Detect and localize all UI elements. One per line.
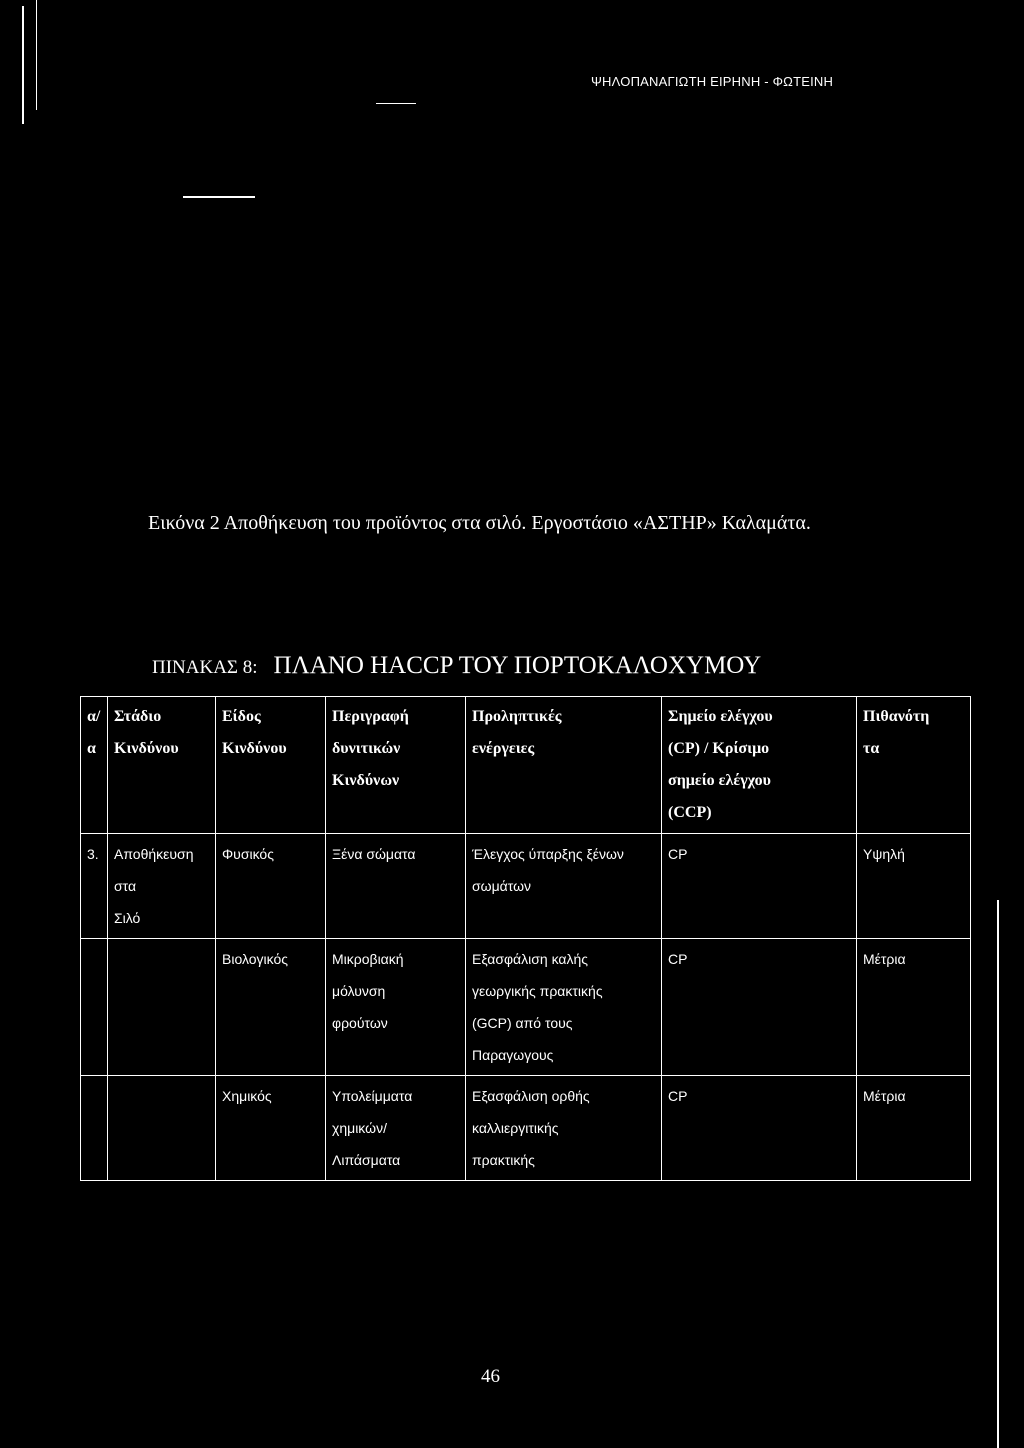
cell-preventive-actions: Εξασφάλιση καλής γεωργικής πρακτικής (GCP) από τους Παραγωγους [466, 939, 662, 1076]
header-control-point: Σημείο ελέγχου (CP) / Κρίσιμο σημείο ελέγχου (CCP) [662, 697, 857, 834]
cell-preventive-actions: Εξασφάλιση ορθής καλλιεργιτικής πρακτικής [466, 1076, 662, 1181]
header-preventive-actions: Προληπτικές ενέργειες [466, 697, 662, 834]
header-hazard-description: Περιγραφή δυνιτικών Κινδύνων [326, 697, 466, 834]
cell-control-point: CP [662, 939, 857, 1076]
cell-control-point: CP [662, 834, 857, 939]
cell-hazard-description: Υπολείμματα χημικών/ Λιπάσματα [326, 1076, 466, 1181]
cell-aa [81, 939, 108, 1076]
header-hazard-type: Είδος Κινδύνου [216, 697, 326, 834]
left-edge-line-1 [22, 6, 24, 124]
table-row [81, 1076, 971, 1181]
haccp-table [80, 696, 971, 1181]
cell-stage [108, 939, 216, 1076]
cell-probability: Μέτρια [857, 939, 971, 1076]
table-row [81, 939, 971, 1076]
cell-hazard-description: Μικροβιακή μόλυνση φρούτων [326, 939, 466, 1076]
table-header-row [81, 697, 971, 834]
figure-caption: Εικόνα 2 Αποθήκευση του προϊόντος στα σιλό. Εργοστάσιο «ΑΣΤΗΡ» Καλαμάτα. [148, 512, 811, 534]
scan-mark-2 [183, 196, 255, 198]
cell-aa: 3. [81, 834, 108, 939]
cell-control-point: CP [662, 1076, 857, 1181]
cell-probability: Μέτρια [857, 1076, 971, 1181]
cell-hazard-type: Φυσικός [216, 834, 326, 939]
table-label: ΠΙΝΑΚΑΣ 8: [152, 657, 258, 678]
page-header: ΨΗΛΟΠΑΝΑΓΙΩΤΗ ΕΙΡΗΝΗ - ΦΩΤΕΙΝΗ [591, 74, 834, 89]
cell-probability: Υψηλή [857, 834, 971, 939]
table-heading: ΠΛΑΝΟ HACCP ΤΟΥ ΠΟΡΤΟΚΑΛΟΧΥΜΟΥ [273, 652, 762, 679]
right-edge-line [997, 900, 999, 1448]
table-title [152, 652, 761, 680]
cell-hazard-type: Χημικός [216, 1076, 326, 1181]
scan-mark-1 [376, 103, 416, 104]
cell-preventive-actions: Έλεγχος ύπαρξης ξένων σωμάτων [466, 834, 662, 939]
cell-stage [108, 1076, 216, 1181]
header-probability: Πιθανότη τα [857, 697, 971, 834]
left-edge-line-2 [36, 0, 37, 110]
cell-hazard-type: Βιολογικός [216, 939, 326, 1076]
header-stage: Στάδιο Κινδύνου [108, 697, 216, 834]
page-number: 46 [481, 1366, 500, 1387]
cell-aa [81, 1076, 108, 1181]
cell-hazard-description: Ξένα σώματα [326, 834, 466, 939]
header-aa: α/α [81, 697, 108, 834]
cell-stage: Αποθήκευση στα Σιλό [108, 834, 216, 939]
table-row [81, 834, 971, 939]
